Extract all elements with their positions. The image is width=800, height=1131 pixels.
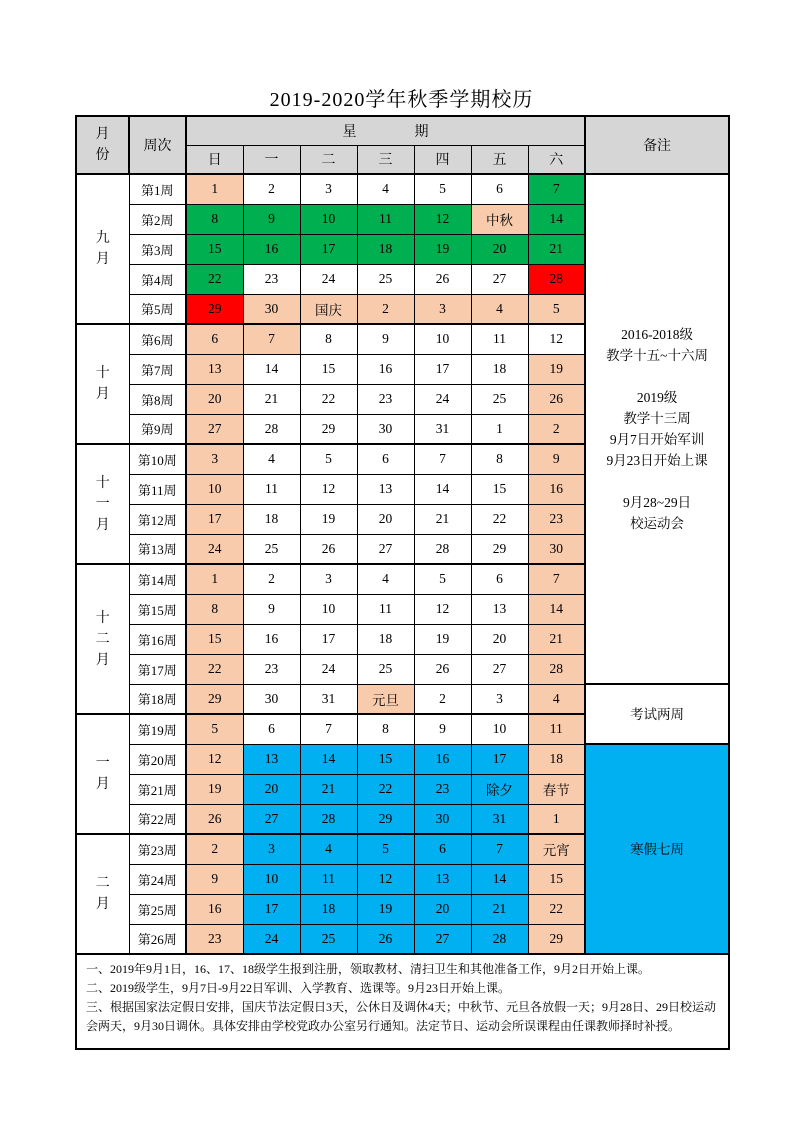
- day-cell: 3: [414, 294, 471, 324]
- day-cell: 13: [186, 354, 243, 384]
- month-cell: [76, 324, 129, 444]
- day-cell: 4: [357, 174, 414, 204]
- day-cell: 14: [414, 474, 471, 504]
- footer-row: [76, 954, 729, 1049]
- day-cell: 8: [471, 444, 528, 474]
- notes-cell: [585, 174, 729, 684]
- notes-group: [586, 324, 728, 366]
- day-cell: 12: [414, 204, 471, 234]
- day-cell: 除夕: [471, 774, 528, 804]
- week-label: 第14周: [129, 564, 186, 594]
- notes-group: [586, 839, 728, 860]
- day-cell: 1: [528, 804, 585, 834]
- day-cell: 18: [300, 894, 357, 924]
- weekday-group-char: 期: [414, 124, 429, 140]
- day-cell: 15: [186, 234, 243, 264]
- day-cell: 14: [471, 864, 528, 894]
- day-cell: 春节: [528, 774, 585, 804]
- day-cell: 10: [300, 204, 357, 234]
- day-cell: 11: [357, 594, 414, 624]
- week-label: 第20周: [129, 744, 186, 774]
- day-header-4: 四: [414, 145, 471, 174]
- day-cell: 20: [186, 384, 243, 414]
- day-cell: 23: [357, 384, 414, 414]
- week-label: 第7周: [129, 354, 186, 384]
- day-cell: 8: [300, 324, 357, 354]
- day-cell: 16: [243, 234, 300, 264]
- day-cell: 5: [300, 444, 357, 474]
- month-cell-char: 月: [95, 897, 110, 912]
- week-label: 第5周: [129, 294, 186, 324]
- day-cell: 29: [186, 294, 243, 324]
- month-cell-char: 二: [95, 876, 110, 891]
- day-cell: 16: [414, 744, 471, 774]
- day-cell: 10: [471, 714, 528, 744]
- day-cell: 1: [186, 564, 243, 594]
- day-cell: 11: [300, 864, 357, 894]
- day-cell: 24: [300, 264, 357, 294]
- week-label: 第21周: [129, 774, 186, 804]
- month-column-header-char: 月: [95, 127, 110, 142]
- day-cell: 21: [300, 774, 357, 804]
- day-cell: 7: [414, 444, 471, 474]
- day-cell: 12: [186, 744, 243, 774]
- day-cell: 9: [528, 444, 585, 474]
- day-cell: 17: [300, 624, 357, 654]
- notes-line: 教学十五~十六周: [606, 348, 708, 363]
- day-cell: 25: [357, 264, 414, 294]
- day-cell: 2: [243, 174, 300, 204]
- month-cell-char: 十: [95, 366, 110, 381]
- week-label: 第10周: [129, 444, 186, 474]
- notes-line: 校运动会: [630, 516, 685, 531]
- day-cell: 19: [300, 504, 357, 534]
- day-cell: 28: [471, 924, 528, 954]
- day-cell: 22: [471, 504, 528, 534]
- day-cell: 17: [243, 894, 300, 924]
- notes-line: 2019级: [636, 390, 678, 405]
- day-cell: 3: [300, 174, 357, 204]
- notes-line: 9月28~29日: [623, 495, 692, 510]
- month-cell-char: 月: [95, 777, 110, 792]
- day-cell: 3: [471, 684, 528, 714]
- day-cell: 27: [414, 924, 471, 954]
- day-cell: 12: [528, 324, 585, 354]
- day-cell: 17: [300, 234, 357, 264]
- week-row: [76, 174, 729, 204]
- day-cell: 23: [414, 774, 471, 804]
- week-label: 第24周: [129, 864, 186, 894]
- notes-line: 考试两周: [630, 706, 685, 722]
- footer-notes: [76, 954, 729, 1049]
- day-cell: 28: [300, 804, 357, 834]
- day-cell: 30: [243, 294, 300, 324]
- day-cell: 21: [528, 234, 585, 264]
- day-cell: 19: [414, 624, 471, 654]
- day-cell: 元宵: [528, 834, 585, 864]
- weekday-group-header: [186, 116, 585, 145]
- day-cell: 15: [300, 354, 357, 384]
- day-cell: 27: [471, 264, 528, 294]
- day-cell: 8: [186, 204, 243, 234]
- day-cell: 22: [186, 654, 243, 684]
- day-cell: 27: [357, 534, 414, 564]
- week-label: 第23周: [129, 834, 186, 864]
- day-cell: 11: [357, 204, 414, 234]
- day-cell: 1: [186, 174, 243, 204]
- day-cell: 28: [243, 414, 300, 444]
- day-cell: 12: [300, 474, 357, 504]
- day-cell: 5: [414, 174, 471, 204]
- day-cell: 21: [414, 504, 471, 534]
- day-cell: 18: [357, 234, 414, 264]
- day-cell: 11: [528, 714, 585, 744]
- footer-note: 一、2019年9月1日，16、17、18级学生报到注册，领取教材、清扫卫生和其他准备工作，9月2日开始上课。: [86, 962, 651, 976]
- week-label: 第6周: [129, 324, 186, 354]
- day-cell: 26: [357, 924, 414, 954]
- day-cell: 3: [186, 444, 243, 474]
- day-cell: 16: [357, 354, 414, 384]
- week-label: 第11周: [129, 474, 186, 504]
- week-label: 第25周: [129, 894, 186, 924]
- day-cell: 19: [357, 894, 414, 924]
- month-cell-char: 十: [95, 475, 110, 491]
- day-cell: 2: [186, 834, 243, 864]
- day-cell: 4: [300, 834, 357, 864]
- day-cell: 2: [414, 684, 471, 714]
- day-cell: 25: [243, 534, 300, 564]
- day-cell: 25: [357, 654, 414, 684]
- week-label: 第17周: [129, 654, 186, 684]
- day-cell: 10: [414, 324, 471, 354]
- week-row: [76, 684, 729, 714]
- day-cell: 30: [357, 414, 414, 444]
- day-cell: 21: [471, 894, 528, 924]
- notes-group: [586, 704, 728, 725]
- day-header-3: 三: [357, 145, 414, 174]
- notes-group: [586, 387, 728, 471]
- day-cell: 13: [414, 864, 471, 894]
- notes-line: 寒假七周: [630, 841, 685, 857]
- day-cell: 25: [300, 924, 357, 954]
- notes-column-header: 备注: [585, 116, 729, 174]
- day-cell: 27: [471, 654, 528, 684]
- week-label: 第12周: [129, 504, 186, 534]
- notes-cell: [585, 684, 729, 744]
- week-label: 第22周: [129, 804, 186, 834]
- day-cell: 24: [414, 384, 471, 414]
- week-label: 第2周: [129, 204, 186, 234]
- day-cell: 29: [471, 534, 528, 564]
- day-cell: 8: [186, 594, 243, 624]
- day-cell: 11: [243, 474, 300, 504]
- day-cell: 24: [243, 924, 300, 954]
- day-cell: 27: [186, 414, 243, 444]
- notes-cell: [585, 744, 729, 954]
- day-cell: 17: [186, 504, 243, 534]
- day-cell: 9: [186, 864, 243, 894]
- notes-line: 2016-2018级: [621, 327, 694, 342]
- weekday-group-label: [187, 121, 584, 141]
- day-cell: 4: [471, 294, 528, 324]
- month-cell-char: 月: [95, 517, 110, 533]
- day-cell: 20: [357, 504, 414, 534]
- day-cell: 16: [243, 624, 300, 654]
- day-cell: 26: [186, 804, 243, 834]
- day-cell: 14: [528, 204, 585, 234]
- day-cell: 30: [414, 804, 471, 834]
- week-label: 第15周: [129, 594, 186, 624]
- day-header-0: 日: [186, 145, 243, 174]
- week-label: 第18周: [129, 684, 186, 714]
- day-cell: 27: [243, 804, 300, 834]
- week-label: 第19周: [129, 714, 186, 744]
- day-header-6: 六: [528, 145, 585, 174]
- day-cell: 19: [414, 234, 471, 264]
- month-column-header-char: 份: [95, 148, 110, 163]
- day-cell: 2: [357, 294, 414, 324]
- day-cell: 22: [300, 384, 357, 414]
- day-cell: 4: [528, 684, 585, 714]
- day-cell: 17: [414, 354, 471, 384]
- day-cell: 29: [357, 804, 414, 834]
- week-label: 第9周: [129, 414, 186, 444]
- day-cell: 9: [414, 714, 471, 744]
- month-cell-char: 二: [95, 631, 110, 647]
- notes-line: 9月23日开始上课: [606, 453, 708, 468]
- day-header-5: 五: [471, 145, 528, 174]
- day-cell: 18: [471, 354, 528, 384]
- month-cell-char: 月: [95, 652, 110, 668]
- month-cell-char: 九: [95, 231, 110, 246]
- day-cell: 6: [186, 324, 243, 354]
- header-row-1: [76, 116, 729, 145]
- day-cell: 2: [528, 414, 585, 444]
- month-cell-char: 十: [95, 610, 110, 626]
- day-cell: 6: [243, 714, 300, 744]
- day-cell: 4: [357, 564, 414, 594]
- day-cell: 28: [528, 654, 585, 684]
- day-cell: 19: [186, 774, 243, 804]
- day-cell: 国庆: [300, 294, 357, 324]
- day-cell: 18: [357, 624, 414, 654]
- day-cell: 13: [243, 744, 300, 774]
- week-label: 第8周: [129, 384, 186, 414]
- day-cell: 元旦: [357, 684, 414, 714]
- day-cell: 1: [471, 414, 528, 444]
- day-cell: 10: [300, 594, 357, 624]
- page-title: 2019-2020学年秋季学期校历: [269, 89, 534, 111]
- day-cell: 24: [300, 654, 357, 684]
- month-cell-char: 月: [95, 252, 110, 267]
- day-cell: 26: [528, 384, 585, 414]
- day-cell: 9: [243, 204, 300, 234]
- day-cell: 11: [471, 324, 528, 354]
- month-cell-char: 一: [95, 756, 110, 771]
- month-cell: [76, 444, 129, 564]
- calendar-header: [76, 116, 729, 174]
- day-cell: 18: [243, 504, 300, 534]
- calendar-table: [75, 115, 730, 1050]
- week-row: [76, 744, 729, 774]
- day-cell: 8: [357, 714, 414, 744]
- day-cell: 5: [528, 294, 585, 324]
- calendar-body: [76, 174, 729, 1049]
- day-cell: 16: [186, 894, 243, 924]
- day-cell: 15: [357, 744, 414, 774]
- day-cell: 14: [243, 354, 300, 384]
- day-cell: 20: [471, 234, 528, 264]
- week-label: 第13周: [129, 534, 186, 564]
- day-cell: 20: [243, 774, 300, 804]
- day-cell: 6: [414, 834, 471, 864]
- day-cell: 3: [243, 834, 300, 864]
- notes-line: 9月7日开始军训: [609, 432, 705, 447]
- day-cell: 29: [528, 924, 585, 954]
- day-cell: 20: [471, 624, 528, 654]
- weekday-group-char: 星: [342, 124, 357, 140]
- day-cell: 14: [300, 744, 357, 774]
- day-cell: 15: [186, 624, 243, 654]
- day-cell: 29: [186, 684, 243, 714]
- month-cell: [76, 834, 129, 954]
- day-cell: 31: [300, 684, 357, 714]
- day-cell: 15: [528, 864, 585, 894]
- day-cell: 16: [528, 474, 585, 504]
- day-cell: 19: [528, 354, 585, 384]
- day-cell: 30: [528, 534, 585, 564]
- day-cell: 5: [357, 834, 414, 864]
- day-cell: 9: [243, 594, 300, 624]
- day-cell: 26: [414, 264, 471, 294]
- day-cell: 25: [471, 384, 528, 414]
- day-cell: 23: [528, 504, 585, 534]
- day-cell: 18: [528, 744, 585, 774]
- month-cell: [76, 714, 129, 834]
- footer-note: 二、2019级学生，9月7日-9月22日军训、入学教育、选课等。9月23日开始上课。: [86, 981, 510, 995]
- day-cell: 23: [243, 654, 300, 684]
- day-cell: 10: [243, 864, 300, 894]
- day-cell: 31: [471, 804, 528, 834]
- day-cell: 12: [357, 864, 414, 894]
- day-header-2: 二: [300, 145, 357, 174]
- day-cell: 15: [471, 474, 528, 504]
- day-cell: 13: [357, 474, 414, 504]
- day-cell: 31: [414, 414, 471, 444]
- day-cell: 29: [300, 414, 357, 444]
- day-cell: 6: [471, 564, 528, 594]
- day-cell: 10: [186, 474, 243, 504]
- day-cell: 21: [528, 624, 585, 654]
- week-column-header: 周次: [129, 116, 186, 174]
- month-cell: [76, 174, 129, 324]
- day-cell: 17: [471, 744, 528, 774]
- week-label: 第1周: [129, 174, 186, 204]
- week-label: 第16周: [129, 624, 186, 654]
- day-cell: 28: [528, 264, 585, 294]
- day-cell: 7: [471, 834, 528, 864]
- day-cell: 7: [243, 324, 300, 354]
- day-cell: 7: [528, 174, 585, 204]
- week-label: 第3周: [129, 234, 186, 264]
- day-cell: 24: [186, 534, 243, 564]
- day-cell: 9: [357, 324, 414, 354]
- day-cell: 12: [414, 594, 471, 624]
- day-cell: 30: [243, 684, 300, 714]
- month-cell: [76, 564, 129, 714]
- day-cell: 3: [300, 564, 357, 594]
- day-cell: 中秋: [471, 204, 528, 234]
- week-label: 第26周: [129, 924, 186, 954]
- day-cell: 26: [300, 534, 357, 564]
- day-cell: 22: [186, 264, 243, 294]
- day-cell: 23: [186, 924, 243, 954]
- day-cell: 4: [243, 444, 300, 474]
- day-cell: 5: [186, 714, 243, 744]
- day-cell: 22: [528, 894, 585, 924]
- day-cell: 7: [300, 714, 357, 744]
- day-cell: 14: [528, 594, 585, 624]
- day-cell: 21: [243, 384, 300, 414]
- day-cell: 26: [414, 654, 471, 684]
- month-cell-char: 月: [95, 387, 110, 402]
- week-label: 第4周: [129, 264, 186, 294]
- day-cell: 22: [357, 774, 414, 804]
- month-column-header: [76, 116, 129, 174]
- notes-group: [586, 492, 728, 534]
- day-cell: 13: [471, 594, 528, 624]
- day-cell: 6: [357, 444, 414, 474]
- day-cell: 23: [243, 264, 300, 294]
- notes-line: 教学十三周: [623, 411, 691, 426]
- month-cell-char: 一: [95, 496, 110, 512]
- day-cell: 6: [471, 174, 528, 204]
- day-cell: 20: [414, 894, 471, 924]
- day-header-1: 一: [243, 145, 300, 174]
- day-cell: 2: [243, 564, 300, 594]
- day-cell: 5: [414, 564, 471, 594]
- day-cell: 28: [414, 534, 471, 564]
- footer-note: 三、根据国家法定假日安排，国庆节法定假日3天，公休日及调休4天；中秋节、元旦各放假一天；9月28日、29日校运动会两天，9月30日调休。具体安排由学校党政办公室另行通知。法定节日、运动会所误课程由任课教师择时补授。: [86, 1000, 717, 1033]
- day-cell: 7: [528, 564, 585, 594]
